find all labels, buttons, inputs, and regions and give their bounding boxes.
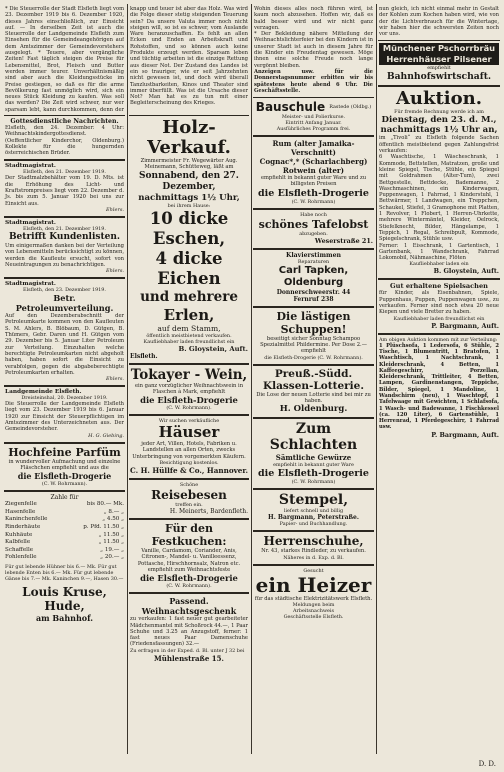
price-value: „ 19.— „ <box>100 546 124 553</box>
reise-title: Reisebesen <box>151 488 227 503</box>
rum-title: Rum (alter Jamaika-Verschnitt) <box>272 139 355 158</box>
local-news-text: * Der Bekleidung nähere Mitteilung der Weihnachtslichterfeier bei den Kindern ist in unserer Stadt ist auch in diesem Jahre für die Kinder ein Freudentag gewesen. Möge ihnen eine solche Freude noch lange vergönnt bleiben. <box>254 31 373 69</box>
notice-signature: Ehlers. <box>106 206 124 213</box>
spielsachen-signature: P. Bargmann, Auft. <box>431 321 499 330</box>
holz-note: Kaufliebhaber laden freundlichst ein <box>143 338 235 345</box>
heizer-text: für das städtische Elektrizitätswerk Elsfleth. <box>254 595 373 602</box>
notice-text: Der Stadtmalzbehälter vom 19. D. Mts. ist die Erhöhung des Licht- und Kraftstrompreises liegt vom 22. Dezember d. Js. bis zum 5. Januar 1920 bei uns zur Einsicht aus. <box>5 175 124 207</box>
auktion-title: Auktion. <box>395 88 483 110</box>
auktion-items: 6 Waschtische, 1 Wäscheschrank, 1 Kommode, Bettstellen, Matratzen, große und kleine Spiegel, Tische, Stühle, ein Spiegel mit Goldrahmen (Alter-Tum), zwei Bettgestelle, Bettdecke, Bademanne, 2 Waschmaschinen, ein Kinderwagen, Puppenwagen, 1 Fahrrad, 1 Kinderstuhl, 1 Bettwärmer, 1 Landwagen, ein Treppchen, Schaukel, Stiefel, 3 Gramophone mit Platten, 1 Revolver, 1 Flobert, 1 Herren-Uhrkette, mehrere Wintermäntel, Kleider, Oelrock, Stiefelknecht, Bilder, Hängelampe, 1 Teppich, 1 Regal, Schreibpult, Kommode, Spiegelschrank, Stühle usw. <box>379 154 499 243</box>
holz-item-erlen: Erlen, <box>163 305 215 324</box>
holz-item-eschen: 10 dicke Eschen, <box>149 208 229 248</box>
holz-verkauf-ad <box>129 116 249 365</box>
column-2 <box>129 4 249 754</box>
notice-text: Auf den Dezemberabschnitt der Petroleumkarte kommen von den Kaufleuten S. M. Ahlers, B. Blöbaum, D. Gütgen, B. Thümers, Gebr. Daren und H. Gütgen vom 29. Dezember bis 5. Januar Liter Petroleum zur Verteilung. Einzuhalten welche berechtigte Petroleumkarten nicht abgeholt haben, haben sofort die Einsicht zu verabfolgen, gegen die abgabeberechtigte Petroleumkarten erhalten. <box>5 313 124 376</box>
price-value: p. Pfd. 11.50 „ <box>83 523 124 530</box>
local-news-continued <box>378 4 500 41</box>
cognac-title: Cognac*,* (Scharlachberg) <box>259 157 368 167</box>
price-row <box>5 554 124 562</box>
festkuchen-title: Für den Festkuchen: <box>151 522 227 549</box>
haeuser-head: Wir suchen verkäufliche <box>158 418 220 425</box>
bauschule-sub: Meister- und Polierkurse. <box>281 114 346 121</box>
heizer-signature: Arbeitsnachweis <box>292 607 335 614</box>
price-value: „ 11.50 „ <box>98 531 124 538</box>
spielsachen-text: für Kinder, als Eisenbahnen, Spiele, Puppenhaus, Puppen, Puppenwagen usw., zu verkaufen. Ferner sind noch etwa 20 neue Kiepen und viele Bretter zu haben. <box>379 290 499 316</box>
local-news <box>4 4 125 116</box>
holz-item-eichen: 4 dicke Eichen <box>155 248 223 288</box>
price-value: bis 80.— Mk. <box>86 501 124 508</box>
spielsachen-title: Gut erhaltene Spielsachen <box>390 282 488 291</box>
schlachten-ad <box>253 419 374 490</box>
price-row <box>5 532 124 540</box>
local-news-text: nun gleich, ich nicht einmal mehr in Gestalt der Kohlen zum Kochen haben wird, wie von der die Lichtverbrauch für die Wintertage, wir haben hier die schwersten Zeiten noch vor uns. <box>379 6 499 38</box>
holz-and: und mehrere <box>140 288 238 305</box>
holz-title: Holz-Verkauf. <box>147 117 231 158</box>
tafelobst-ad <box>253 210 374 250</box>
notice-signature: Ehlers. <box>106 376 124 383</box>
klavier-sub: Reparaturen <box>297 258 330 265</box>
rum-text: empfiehlt in bekannt guter Ware und zu billigsten Preisen <box>260 175 367 188</box>
stadtmagistrat-notice-2 <box>4 218 125 279</box>
holz-date: Sonnabend, den 27. Dezember, <box>139 170 239 192</box>
local-news-text: knapp und teuer ist aber das Holz. Was wird die Folge dieser stetig steigenden Teuerung sein? Da unsere Valuta immer noch nicht steigen will, so ist es schwer, vom Auslande Ware heranzuschaffen. Es fehlt an allen Ecken und Enden an Arbeitskraft und Rohstoffen, und so können auch keine Produkte erzeugt werden. Sparsam leben und tüchtig arbeiten ist die einzige Rettung aus dieser Not. Der Zustand des Landes ist ein so trauriger, wie er seit Jahrzehnten nicht gewesen ist, und doch wird überall Tanzlustbarkeiten, Kinos und Theater sind immer überfüllt. Was ist die Ursache dieser Not? Man hat es zu tun mit einer Begleiterscheinung des Krieges. <box>130 6 248 107</box>
bauschule-ad <box>253 98 374 137</box>
church-notice-title: Gottesdienstliche Nachrichten. <box>10 118 119 125</box>
price-item: Hasenfelle <box>5 508 36 515</box>
price-row <box>5 509 124 517</box>
price-row <box>5 501 124 509</box>
auktion-place: im „Tivoli“ zu Elsfleth folgende Sachen öffentlich meistbietend gegen Zahlungsfrist verkaufen: <box>379 135 499 155</box>
tafelobst-head: Habe noch <box>300 211 327 218</box>
local-news-text: * Die Steuerrolle der Stadt Elsfleth liegt vom 23. Dezember 1919 bis 6. Dezember 1920, dieses Jahres einschließlich, zur Einsicht auf. — In derselben Zeit ist auch die Steuerrolle der Landgemeinde Elsfleth zum Einsehen für die Gemeindeangehörigen auf dem Amtszimmer der Gemeindevorstehers ausgelegt. * Teuere, aber vergängliche Zeiten! Fast täglich steigen die Preise für Lebensmittel, Brot, Fleisch und Butter werden immer teurer. Unverhältnismäßig sind aber auch die Kleidungsstücke im Preise gestiegen, so daß es für die arme Bevölkerung fast unmöglich wird, sich ein neues Stück Kleidung zu kaufen. Was soll das werden? Die Zeit wird schwer, nur wer sparsam lebt, kann durchkommen, denn der <box>5 6 124 112</box>
reisebesen-ad <box>129 480 249 520</box>
reise-text: treffen ein. <box>175 502 203 509</box>
spielsachen-ad <box>378 280 500 334</box>
brauerei-line-2: Herrenhäuser Pilsener <box>379 54 499 65</box>
tafelobst-text: abzugeben. <box>299 230 328 237</box>
deadline-note: Anzeigen usw. für die Donnerstagsnummer erbitten wir bis spätestens heute abend 6 Uhr. Die Geschäftsstelle. <box>254 68 373 94</box>
stempel-sub: Papier- und Buchhandlung. <box>279 521 348 528</box>
lotterie-ad <box>253 366 374 420</box>
schlachten-shop: die Elsfleth-Drogerie <box>258 468 369 480</box>
rum-owner: (C. W. Rohrmann) <box>291 198 336 205</box>
notice-signature: Ehlers. <box>106 268 124 275</box>
price-item: Schaffelle <box>5 546 34 553</box>
spielsachen-note: Kaufliebhaber laden freundlichst ein <box>393 315 485 322</box>
festkuchen-shop: die Elsfleth-Drogerie <box>140 573 238 584</box>
price-item: Kaninchenfelle <box>5 516 48 523</box>
festkuchen-items: Vanille, Cardamom, Coriander, Anis, Citronen-, Mandel- u. Vanilleessenz, Pottasche, Hirschhornsalz, Natron etc. empfiehlt zum Weihnachtsfeste <box>137 548 241 573</box>
auktion-text: Für fremde Rechnung werde ich am <box>394 109 484 116</box>
brauerei-ad <box>378 41 500 87</box>
tokayer-title: Tokayer - Wein, <box>130 366 248 383</box>
holz-text: Zimmermeister Fr. Wegewärter Aug. Meinemann, Schütteweg, läßt am <box>140 158 238 171</box>
plueschsofa-text: 1 Plüschsofa, 1 Ledersofa, 6 Stühle, 2 Tische, 1 Blumentritt, 1 Bratofen, 1 Waschtisch, 1 Nachtschrank, 1 Kleiderschrank, 4 Betten, 1 Kaffeegeschirr, Porzellan, Kleiderschrank, Trittleiter, 4 Betten, Lampen, Gardinenstangen, Teppiche, Bilder, Spiegel, 1 Mandoline, 1 Wandschirm (neu), 1 Waschtopf, 1 Tafelwaage mit Gewichten, 1 Schlafsofa, 1 Wasch- und Badewanne, 1 Fischkessel (ca. 120 Liter), 6 Gartenstühle, 1 Herrenrad, 1 Pferdegeschirr, 1 Fahrrad usw. <box>379 342 499 431</box>
prices-title: Zahle für <box>50 494 79 502</box>
tokayer-owner: (C. W. Rohrmann). <box>166 405 212 412</box>
tokayer-ad <box>129 365 249 417</box>
stempel-signature: H. Bargmann, Peterstraße. <box>268 514 359 522</box>
geschenk-text: zu verkaufen: 1 fast neuer gut gearbeiteter Mädchenmantel mit Schoßrock 44.—, 1 Paar Schuhe und 3.25 an Anzugstoff, ferner: 1 fast neues Paar Damenschuhe (Friedensfassungen) 32.— <box>130 616 248 648</box>
stempel-text: liefert schnell und billig <box>283 508 344 515</box>
page-footer-mark: D. D. <box>478 760 496 768</box>
festkuchen-ad <box>129 520 249 594</box>
notice-text: Um einigermaßen danken bei der Verteilung von Lebensmitteln berücksichtigt zu können, werden die Kaufleute ersucht, sofort von Neueintragungen zu benachrichtigen. <box>5 242 124 268</box>
church-notice-text: Elsfleth, den 24. Dezember: 4 Uhr: Weihnachtskindergottesdienst. (Oeffentlicher Kinderchor, Oldenburg.) Kollekte für die hungernden österreichischen Brüder. <box>5 125 124 157</box>
notice-title: Betrifft Kundenlisten. <box>8 231 121 242</box>
heizer-note: Meldungen beim <box>292 601 335 608</box>
auktion-signature: B. Gloystein, Auft. <box>433 267 499 276</box>
heizer-town: Geschäftsstelle Elsfleth. <box>283 613 344 620</box>
reise-head: Schöne <box>179 482 199 489</box>
brauerei-sub: empfiehlt <box>427 65 451 72</box>
bauschule-entry: Eintritt Anfang Januar. <box>285 120 342 127</box>
herrenschuhe-text: Nr. 43, starkes Rindleder, zu verkaufen. <box>261 548 366 555</box>
notice-heading: Stadtmagistrat. <box>5 163 56 170</box>
plueschsofa-signature: P. Bargmann, Auft. <box>431 430 499 439</box>
lotterie-name: H. Oldenburg. <box>279 404 348 415</box>
holz-place: bei ihrem Hause: <box>167 202 211 209</box>
tokayer-text: ein ganz vorzüglicher Weihnachtswein in Flaschen à Mark, empfiehlt <box>134 382 244 395</box>
price-row <box>5 547 124 555</box>
church-notice <box>4 116 125 161</box>
stempel-ad <box>253 490 374 532</box>
price-item: Kalbfelle <box>5 539 31 546</box>
auktion-ad <box>378 87 500 280</box>
notice-place-date: Elsfleth, den 21. Dezember 1919. <box>23 225 106 232</box>
plueschsofa-ad <box>378 335 500 442</box>
schuppen-ad <box>253 308 374 366</box>
brauerei-line-1: Münchener Pschorrbräu <box>379 43 499 54</box>
tafelobst-title: schönes Tafelobst <box>258 217 369 231</box>
bauschule-title: Bauschule <box>255 100 326 115</box>
schlachten-sub: Sämtliche Gewürze <box>275 453 352 463</box>
klavier-ad <box>253 250 374 308</box>
schuppen-title: Die lästigen Schuppen! <box>276 309 351 336</box>
festkuchen-owner: (C. W. Rohrmann). <box>166 583 212 590</box>
haeuser-firm: C. H. Hüllfe & Co., Hannover. <box>130 466 248 476</box>
price-row <box>5 539 124 547</box>
price-row <box>5 516 124 524</box>
haeuser-ad <box>129 416 249 480</box>
haeuser-text: jeder Art, Villen, Hotels, Fabriken u. Landstellen an allen Orten, zwecks Unterbringung von vorgemerkten Käufern. <box>132 441 246 460</box>
herrenschuhe-title: Herrenschuhe, <box>263 534 364 549</box>
price-item: Rinderhäute <box>5 523 41 530</box>
price-row <box>5 524 124 532</box>
holz-stamm: auf dem Stamm, <box>157 323 221 333</box>
haeuser-title: Häuser <box>158 423 220 442</box>
heizer-head: Gesucht <box>303 567 324 574</box>
perfume-text: in wundervoller Aufmachung und einzelne Fläschchen empfiehlt und aus die <box>8 458 121 471</box>
price-value: „ 4.50 „ <box>102 516 124 523</box>
notice-heading: Stadtmagistrat. <box>5 219 56 226</box>
kruse-name: Louis Kruse, Hude, <box>22 584 107 613</box>
price-value: „ 8.— „ <box>103 508 124 515</box>
column-3 <box>253 4 374 754</box>
heizer-ad <box>253 566 374 623</box>
perfume-ad <box>4 444 125 493</box>
bauschule-place: Rastede (Oldbg.) <box>329 104 372 111</box>
rotwein-title: Rotwein (alter) <box>282 166 345 176</box>
haeuser-note: Besichtigung kostenlos. <box>159 460 219 467</box>
klavier-phone: Fernruf 238 <box>293 295 334 303</box>
tafelobst-address: Weserstraße 21. <box>314 236 373 245</box>
column-4 <box>378 4 500 754</box>
geschenk-note: Zu erfragen in der Exped. d. Bl. unter J 32 bei <box>130 647 245 654</box>
stadtmagistrat-notice-3 <box>4 279 125 387</box>
notice-title: Betr. Petroleumverteilung. <box>15 293 114 314</box>
perfume-shop: die Elsfleth-Drogerie <box>17 471 112 482</box>
notice-place-date: Elsfleth, den 21. Dezember 1919. <box>23 169 106 176</box>
tokayer-shop: die Elsfleth-Drogerie <box>140 395 238 406</box>
klavier-address: Donnerschweerstr. 44 <box>276 288 351 296</box>
schlachten-text: empfiehlt in bekannt guter Ware <box>273 462 354 469</box>
geschenk-title: Passend. Weihnachtsgeschenk <box>141 596 237 617</box>
hide-prices-ad <box>4 492 125 626</box>
holz-sale: öffentlich meistbietend verkaufen. <box>146 332 232 339</box>
auktion-note: Kaufliebhaber laden ein <box>409 261 469 268</box>
notice-heading: Stadtmagistrat. <box>5 281 56 288</box>
auktion-extra: Ferner: 1 Eisschrank, 1 Gartentisch, 1 Gartenbank, 1 Wandschrank, Fahrrad Lokomobil, Nähmaschine, Flöten <box>379 242 499 262</box>
kruse-place: am Bahnhof. <box>35 612 94 623</box>
holz-town: Elsfleth. <box>130 352 158 360</box>
brauerei-name: Bahnhofswirtschaft. <box>386 71 492 83</box>
weihnachtsgeschenk-ad <box>129 594 249 665</box>
rum-cognac-ad <box>253 137 374 210</box>
notice-text: Die Steuerrolle der Landgemeinde Elsfleth liegt vom 23. Dezember 1919 bis 6. Januar 1920 zur Einsicht der Steuerpflichtigen im Amtszimmer des Unterzeichneten aus. Der Gemeindevorsteher. <box>5 401 124 433</box>
price-list <box>5 501 124 562</box>
geschenk-address: Mühlenstraße 15. <box>154 653 224 663</box>
stadtmagistrat-notice-1 <box>4 161 125 217</box>
price-value: „ 11.50 „ <box>98 539 124 546</box>
notice-signature: H. G. Giebing. <box>88 432 124 439</box>
schlachten-owner: (C. W. Rohrmann) <box>291 479 336 486</box>
local-news-continued <box>253 4 374 98</box>
klavier-head: Klavierstimmen <box>285 251 342 259</box>
notice-place-date: Dreisteinshal, 20. Dezember 1919. <box>21 395 108 402</box>
holz-time: nachmittags 1½ Uhr, <box>138 192 240 203</box>
lotterie-title: Preuß.-Südd. Klassen-Lotterie. <box>262 367 365 392</box>
plueschsofa-head: Am obigen Auktion kommen mit zur Verteilung: <box>379 336 498 343</box>
auktion-date: Dienstag, den 23. d. M., <box>381 115 497 126</box>
column-rule <box>251 4 252 754</box>
schuppen-text: beseitigt sicher Sonntag Schampoo Spezialmittel Phildermine. Per Dose 2.— empfiehlt <box>260 335 367 355</box>
perfume-title: Hochfeine Parfüm <box>8 445 121 459</box>
stempel-title: Stempel, <box>278 492 349 509</box>
herrenschuhe-ad <box>253 532 374 565</box>
perfume-owner: (C. W. Rohrmann). <box>41 481 88 488</box>
auktion-time: nachmittags 1½ Uhr an, <box>380 125 498 136</box>
holz-signature: B. Gloystein, Auft. <box>178 344 248 353</box>
price-value: „ 20.— „ <box>100 554 124 561</box>
lotterie-text: Die Lose der neuen Lotterie sind bei mir zu haben. <box>256 391 371 404</box>
price-item: Kuhhäute <box>5 531 33 538</box>
schlachten-title: Zum Schlachten <box>269 421 358 454</box>
rum-shop: die Elsfleth-Drogerie <box>258 187 369 199</box>
landgemeinde-notice <box>4 387 125 443</box>
local-news-continued <box>129 4 249 116</box>
column-rule <box>127 4 128 754</box>
column-1 <box>4 4 125 754</box>
bauschule-program: Ausführliches Programm frei. <box>276 126 351 133</box>
reise-signature: H. Meinerts, Bardenfleth. <box>169 508 248 516</box>
schuppen-shop: die Elsfleth-Drogerie (C. W. Rohrmann). <box>264 354 363 361</box>
price-item: Fohlenfelle <box>5 554 37 561</box>
herrenschuhe-note: Näheres in d. Exp. d. Bl. <box>283 554 344 561</box>
prices-note: Für gut lebende Hühner bis 6.— Mk. Für gut lebende Enten bis 6.— Mk. Für gut lebende Gänse bis 7.— Mk. Kaninchen 9.—, Hasen 30.— <box>5 563 124 582</box>
column-rule <box>376 4 377 754</box>
local-news-text: Wohin dieses alles noch führen wird, ist kaum noch abzusehen. Hoffen wir, daß es bald besser wird und wir nicht ganz verzagen. <box>254 6 373 31</box>
price-item: Ziegenfelle <box>5 501 37 508</box>
heizer-title: ein Heizer <box>255 572 372 597</box>
notice-heading: Landgemeinde Elsfleth. <box>5 389 82 396</box>
klavier-name: Carl Tapken, Oldenburg <box>278 264 349 288</box>
notice-place-date: Elsfleth, den 23. Dezember 1919. <box>23 287 106 294</box>
